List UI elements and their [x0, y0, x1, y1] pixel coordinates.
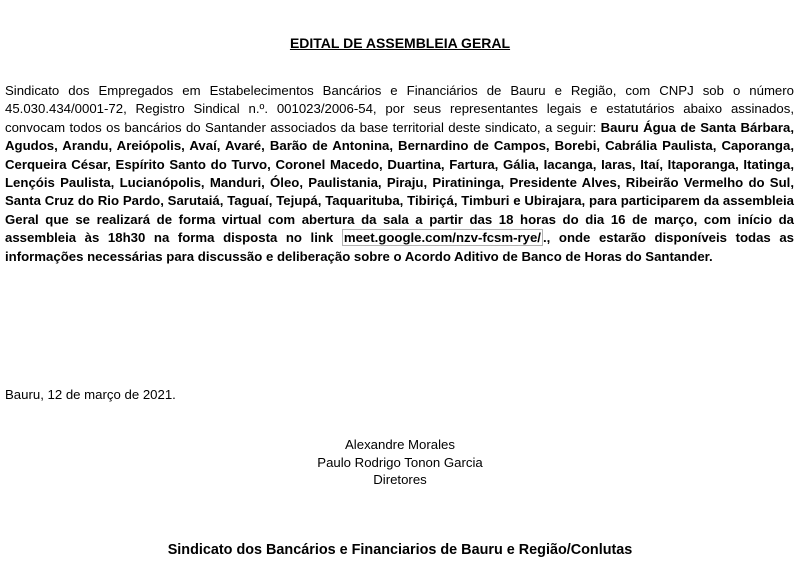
notice-intro: Sindicato dos Empregados em Estabelecimentos Bancários e Financiários de Bauru e Região, com CNPJ sob o número 45.030.434/0001-72, Registro Sindical n.º. 001023/2006-54, por seus representantes legais e estatutários abaixo assinados, convocam todos os bancários do Santander associados da base territorial deste sindicato, a seguir:	[5, 83, 794, 135]
signatory-name-1: Alexandre Morales	[345, 437, 455, 452]
signatory-role: Diretores	[373, 472, 427, 487]
notice-closing: ., onde estarão disponíveis todas as informações necessárias para discussão e deliberação sobre o Acordo Aditivo de Banco de Horas do Santander.	[5, 230, 794, 264]
meeting-link[interactable]: meet.google.com/nzv-fcsm-rye/	[343, 230, 541, 246]
notice-cities-and-call: Bauru Água de Santa Bárbara, Agudos, Arandu, Areiópolis, Avaí, Avaré, Barão de Antonina, Bernardino de Campos, Borebi, Cabrália Paulista, Caporanga, Cerqueira César, Espírito Santo do Turvo, Coronel Macedo, Duartina, Fartura, Gália, Iacanga, Iaras, Itaí, Itaporanga, Itatinga, Lençóis Paulista, Lucianópolis, Manduri, Óleo, Paulistania, Piraju, Piratininga, Presidente Alves, Ribeirão Vermelho do Sul, Santa Cruz do Rio Pardo, Sarutaiá, Taguaí, Tejupá, Taquarituba, Tibiriçá, Timburi e Ubirajara, para participarem da assembleia Geral que se realizará de forma virtual com abertura da sala a partir das 18 horas do dia 16 de março, com início da assembleia às 18h30 na forma disposta no link	[5, 119, 794, 246]
footer-union-name: Sindicato dos Bancários e Financiarios de Bauru e Região/Conlutas	[167, 542, 633, 558]
signatory-name-2: Paulo Rodrigo Tonon Garcia	[317, 454, 483, 470]
notice-body	[5, 82, 794, 266]
signatories-block	[250, 436, 550, 489]
date-line: Bauru, 12 de março de 2021.	[5, 387, 176, 402]
document-title: EDITAL DE ASSEMBLEIA GERAL	[289, 35, 511, 51]
